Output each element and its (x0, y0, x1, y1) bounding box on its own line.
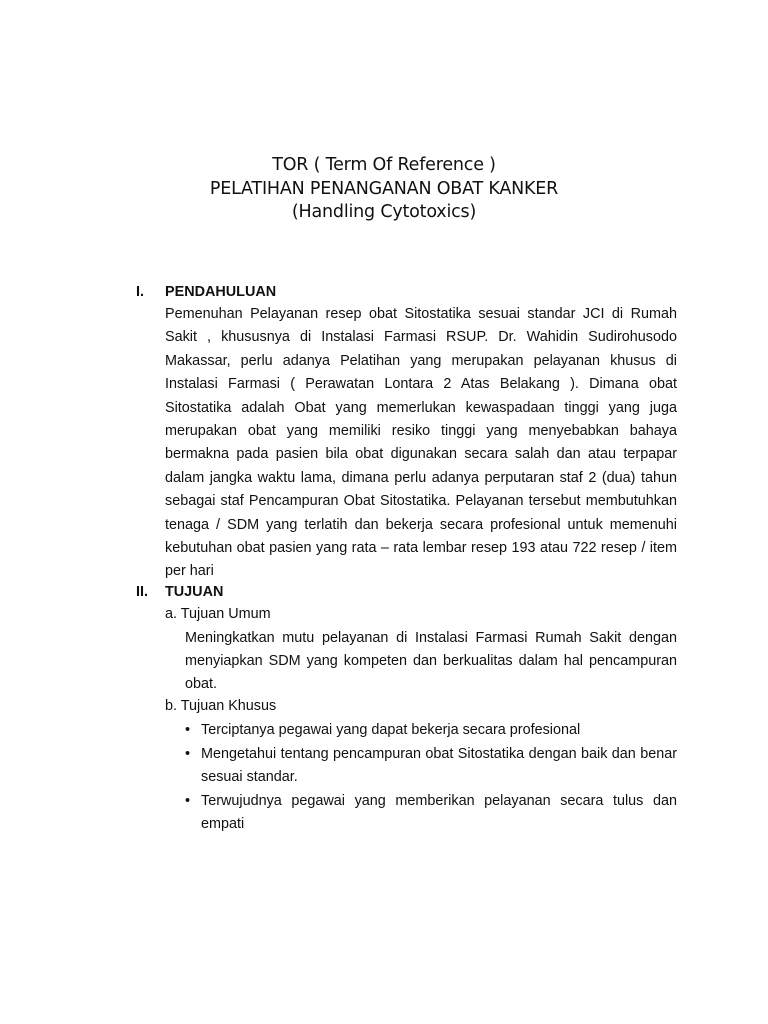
tujuan-umum-label: a. Tujuan Umum (165, 606, 271, 622)
list-item-text: Mengetahui tentang pencampuran obat Sitostatika dengan baik dan benar sesuai standar. (201, 746, 677, 785)
bullet-icon: • (185, 722, 191, 738)
list-item (185, 743, 677, 789)
section-number: II. (136, 584, 148, 600)
tujuan-khusus-list (185, 719, 677, 837)
list-item-text: Terciptanya pegawai yang dapat bekerja secara profesional (201, 722, 581, 738)
title-line-1: TOR ( Term Of Reference ) (272, 155, 496, 175)
section-heading: TUJUAN (165, 584, 224, 600)
section-body: Pemenuhan Pelayanan resep obat Sitostatika sesuai standar JCI di Rumah Sakit , khususnya di Instalasi Farmasi RSUP. Dr. Wahidin Sudirohusodo Makassar, perlu adanya Pelatihan yang merupakan pelayanan khusus di Instalasi Farmasi ( Perawatan Lontara 2 Atas Belakang ). Dimana obat Sitostatika adalah Obat yang memerlukan kewaspadaan tinggi yang juga merupakan obat yang memiliki resiko tinggi yang menyebabkan bahaya bermakna pada pasien bila obat digunakan secara salah dan atau terpapar dalam jangka waktu lama, dimana perlu adanya perputaran staf 2 (dua) tahun sebagai staf Pencampuran Obat Sitostatika. Pelayanan tersebut membutuhkan tenaga / SDM yang terlatih dan bekerja secara profesional untuk memenuhi kebutuhan obat pasien yang rata – rata lembar resep 193 atau 722 resep / item per hari (165, 306, 677, 580)
bullet-icon: • (185, 793, 191, 809)
tujuan-umum-text: Meningkatkan mutu pelayanan di Instalasi Farmasi Rumah Sakit dengan menyiapkan SDM yang kompeten dan berkualitas dalam hal pencampuran obat. (185, 630, 677, 692)
title-line-3: (Handling Cytotoxics) (291, 202, 477, 222)
tujuan-khusus-label: b. Tujuan Khusus (165, 698, 277, 714)
list-item-text: Terwujudnya pegawai yang memberikan pelayanan secara tulus dan empati (201, 793, 677, 832)
bullet-icon: • (185, 746, 191, 762)
section-number: I. (136, 284, 144, 300)
title-line-2: PELATIHAN PENANGANAN OBAT KANKER (209, 178, 559, 199)
list-item (185, 719, 677, 742)
list-item (185, 790, 677, 836)
section-heading: PENDAHULUAN (165, 284, 277, 300)
document-title (0, 154, 768, 225)
